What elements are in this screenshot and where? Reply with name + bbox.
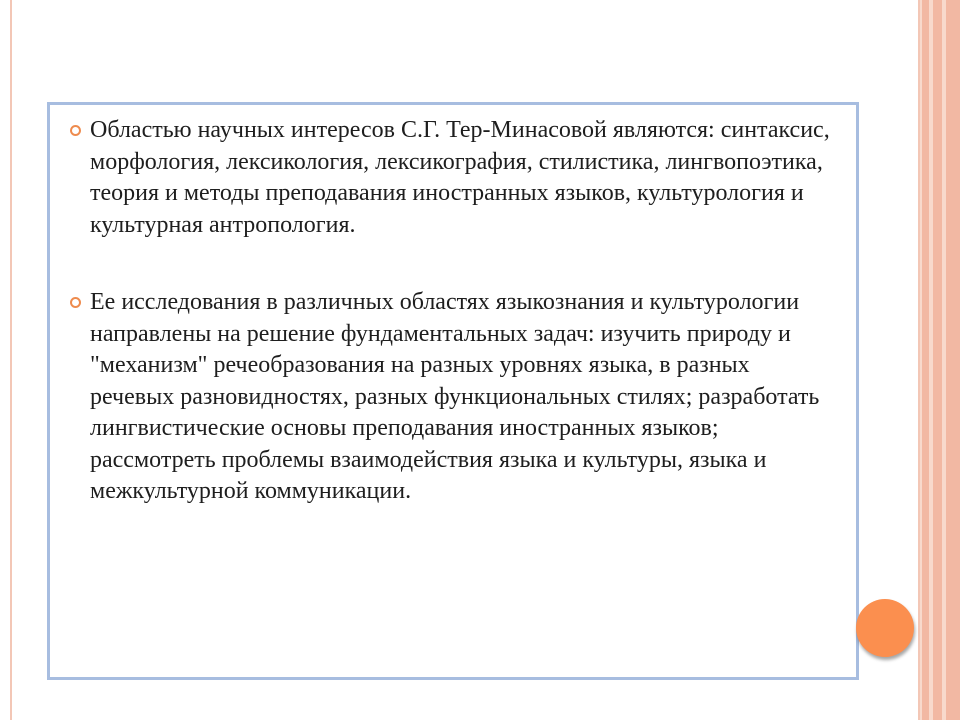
bullet-list xyxy=(70,115,830,554)
orange-circle-decoration xyxy=(856,599,914,657)
content-box xyxy=(47,102,859,680)
stripe xyxy=(946,0,960,720)
bullet-text: Областью научных интересов С.Г. Тер-Минасовой являются: синтаксис, морфология, лексикология, лексикография, стилистика, лингвопоэтика, теория и методы преподавания иностранных языков, культурология и культурная антропология. xyxy=(90,117,830,238)
decorative-stripes xyxy=(920,0,960,720)
bullet-item xyxy=(70,115,830,241)
stripe xyxy=(933,0,942,720)
bullet-circle-icon xyxy=(70,297,81,308)
bullet-text: Ее исследования в различных областях языкознания и культурологии направлены на решение фундаментальных задач: изучить природу и "механизм" речеобразования на разных уровнях языка, в разных речевых разновидностях, разных функциональных стилях; разработать лингвистические основы преподавания иностранных языков; рассмотреть проблемы взаимодействия языка и культуры, языка и межкультурной коммуникации. xyxy=(90,289,820,504)
bullet-item xyxy=(70,287,830,508)
bullet-circle-icon xyxy=(70,125,81,136)
stripe xyxy=(922,0,929,720)
